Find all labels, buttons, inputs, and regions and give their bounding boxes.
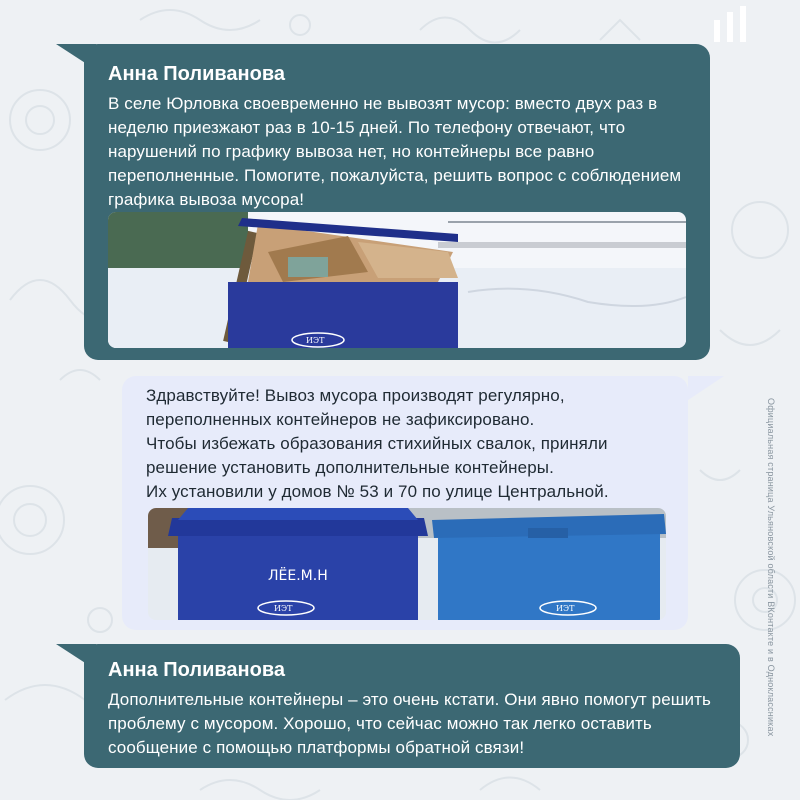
message-author: Анна Поливанова (108, 659, 285, 681)
svg-text:ИЭТ: ИЭТ (556, 604, 575, 613)
message-text: Дополнительные контейнеры – это очень кстати. Они явно помогут решить проблему с мусором. Хорошо, что сейчас можно так легко оставить сообщение с помощью платформы обратной связи! (108, 690, 711, 757)
two-bins-photo (148, 508, 666, 620)
message-text: В селе Юрловка своевременно не вывозят мусор: вместо двух раз в неделю приезжают раз в 10-15 дней. По телефону отвечают, что нарушений по графику вывоза нет, но контейнеры все равно переполненные. Помогите, пожалуйста, решить вопрос с соблюдением графика вывоза мусора! (108, 94, 682, 209)
bubble-tail (56, 644, 96, 670)
brand-logo-icon (712, 6, 748, 42)
overflowing-bin-photo (108, 212, 686, 348)
bin-label: ИЭТ (306, 336, 325, 345)
bubble-tail (688, 376, 724, 400)
reply-text: Здравствуйте! Вывоз мусора производят регулярно, переполненных контейнеров не зафиксировано. Чтобы избежать образования стихийных свалок, приняли решение установить дополнительные контейнеры. Их установили у домов № 53 и 70 по улице Центральной. (146, 386, 609, 501)
message-bubble-feedback (84, 644, 740, 768)
bubble-tail (56, 44, 96, 70)
svg-text:ЛЁЕ.М.Н: ЛЁЕ.М.Н (268, 568, 328, 584)
svg-text:ИЭТ: ИЭТ (274, 604, 293, 613)
message-author: Анна Поливанова (108, 63, 285, 85)
side-caption: Официальная страница Ульяновской области ВКонтакте и в Одноклассниках (766, 398, 776, 737)
